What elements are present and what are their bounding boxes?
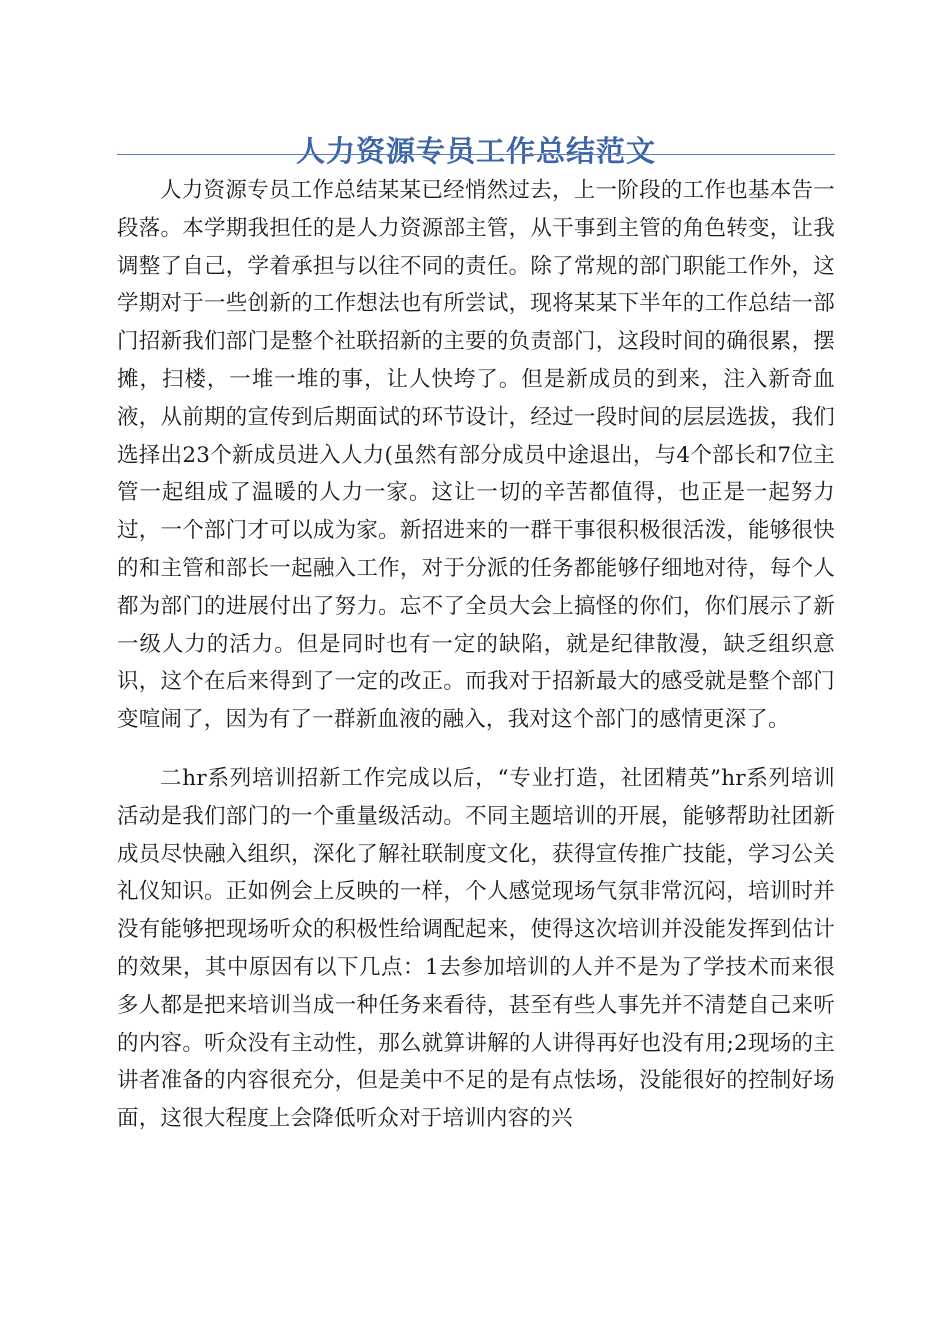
paragraph-2: 二hr系列培训招新工作完成以后，“专业打造，社团精英”hr系列培训活动是我们部门的一个重量级活动。不同主题培训的开展，能够帮助社团新成员尽快融入组织，深化了解社联制度文化，获得宣传推广技能，学习公关礼仪知识。正如例会上反映的一样，个人感觉现场气氛非常沉闷，培训时并没有能够把现场听众的积极性给调配起来，使得这次培训并没能发挥到估计的效果，其中原因有以下几点：1去参加培训的人并不是为了学技术而来很多人都是把来培训当成一种任务来看待，甚至有些人事先并不清楚自己来听的内容。听众没有主动性，那么就算讲解的人讲得再好也没有用;2现场的主讲者准备的内容很充分，但是美中不足的是有点怯场，没能很好的控制好场面，这很大程度上会降低听众对于培训内容的兴 [117, 765, 835, 1132]
document-body [117, 172, 835, 1138]
document-title: 人力资源专员工作总结范文 [295, 134, 656, 169]
paragraph-1: 人力资源专员工作总结某某已经悄然过去，上一阶段的工作也基本告一段落。本学期我担任的是人力资源部主管，从干事到主管的角色转变，让我调整了自己，学着承担与以往不同的责任。除了常规的部门职能工作外，这学期对于一些创新的工作想法也有所尝试，现将某某下半年的工作总结一部门招新我们部门是整个社联招新的主要的负责部门，这段时间的确很累，摆摊，扫楼，一堆一堆的事，让人快垮了。但是新成员的到来，注入新奇血液，从前期的宣传到后期面试的环节设计，经过一段时间的层层选拔，我们选择出23个新成员进入人力(虽然有部分成员中途退出，与4个部长和7位主管一起组成了温暖的人力一家。这让一切的辛苦都值得，也正是一起努力过，一个部门才可以成为家。新招进来的一群干事很积极很活泼，能够很快的和主管和部长一起融入工作，对于分派的任务都能够仔细地对待，每个人都为部门的进展付出了努力。忘不了全员大会上搞怪的你们，你们展示了新一级人力的活力。但是同时也有一定的缺陷，就是纪律散漫，缺乏组织意识，这个在后来得到了一定的改正。而我对于招新最大的感受就是整个部门变喧闹了，因为有了一群新血液的融入，我对这个部门的感情更深了。 [117, 178, 835, 733]
title-underline [117, 154, 835, 155]
